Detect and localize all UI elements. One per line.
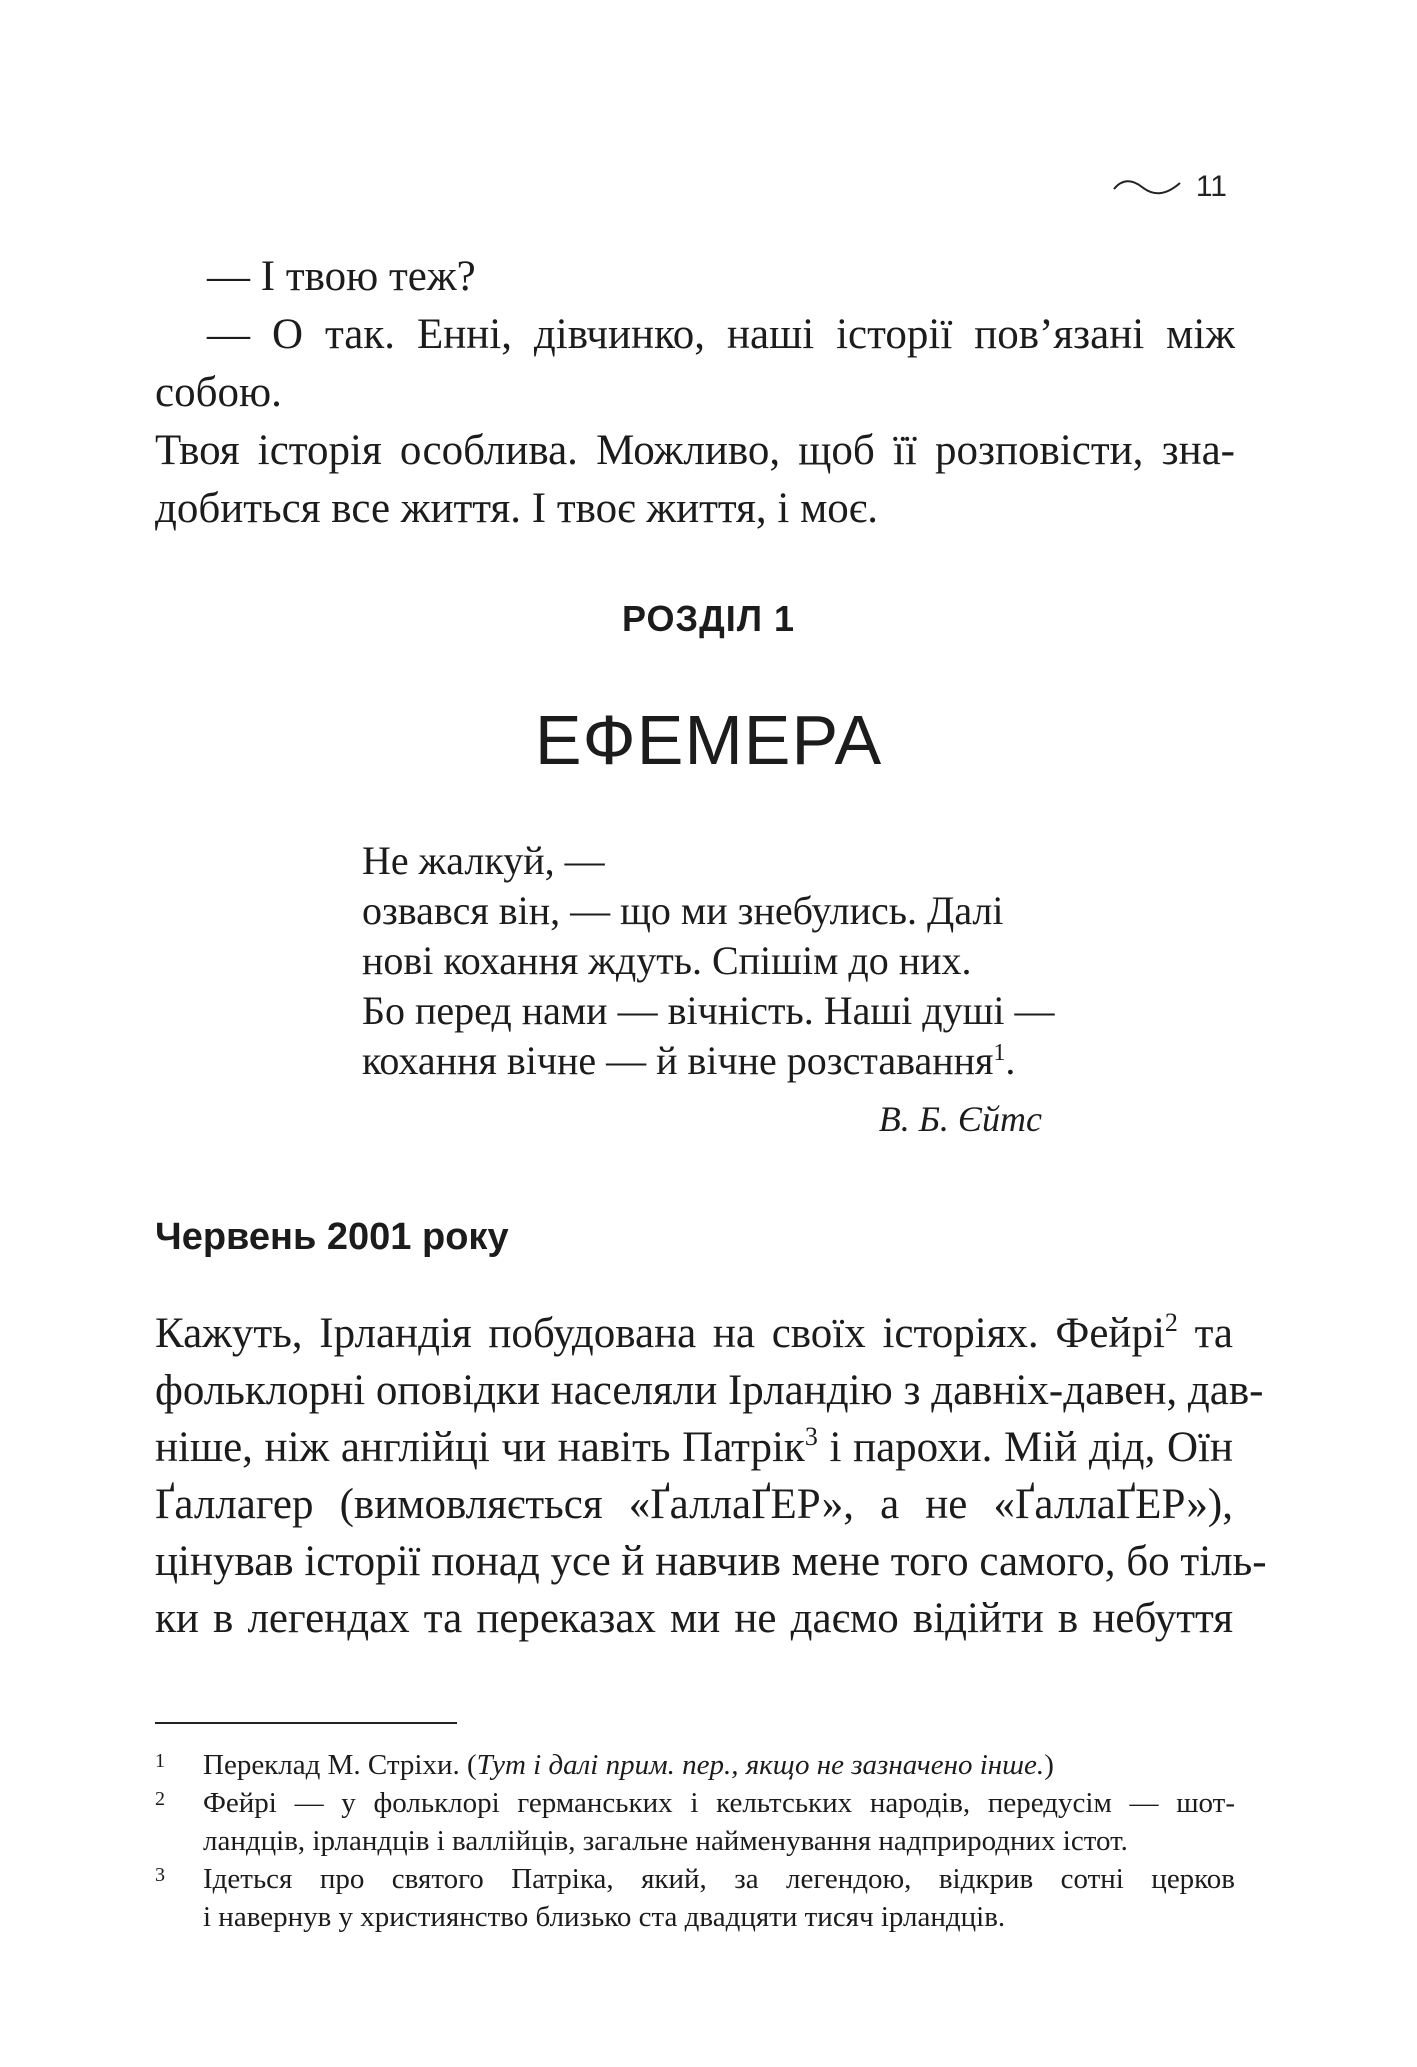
- text-segment: Кажуть, Ірландія побудована на своїх історіях. Фейрі: [155, 1310, 1165, 1357]
- epigraph-line-last: [362, 1036, 1062, 1086]
- text-line: ландців, ірландців і валлійців, загальне найменування надприродних істот.: [203, 1825, 1128, 1857]
- text-segment: та: [1177, 1310, 1233, 1357]
- text-line: добиться все життя. І твоє життя, і моє.: [155, 485, 879, 532]
- swash-ornament-icon: [1112, 175, 1182, 199]
- text-line: [155, 1305, 1233, 1362]
- page-number: 11: [1195, 170, 1227, 203]
- dialogue-line: — І твою теж?: [207, 253, 476, 300]
- italic-segment: Тут і далі прим. пер., якщо не зазначено інше.: [476, 1749, 1045, 1781]
- text-line: і навернув у християнство близько ста двадцяти тисяч ірландців.: [203, 1901, 1006, 1933]
- punctuation: .: [1005, 1038, 1016, 1083]
- page-header: [1112, 170, 1227, 204]
- chapter-title: ЕФЕМЕРА: [534, 701, 883, 779]
- text-line: — О так. Енні, дівчинко, наші історії пов’язані між собою.: [155, 311, 1235, 416]
- epigraph-author: В. Б. Єйтс: [878, 1099, 1042, 1139]
- epigraph: [362, 836, 1062, 1086]
- text-line: Твоя історія особлива. Можливо, щоб її розповісти, зна-: [155, 427, 1235, 474]
- text-segment: Переклад М. Стріхи. (: [203, 1749, 477, 1781]
- text-line: Ідеться про святого Патріка, який, за легендою, відкрив сотні церков: [203, 1863, 1235, 1895]
- footnote-number: 2: [155, 1788, 165, 1810]
- footnote-number: 1: [155, 1750, 165, 1772]
- footnotes: [155, 1746, 1235, 1936]
- epigraph-line: озвався він, — що ми знебулись. Далі: [362, 888, 1004, 933]
- text-line: фольклорні оповідки населяли Ірландію з давніх-давен, дав-: [155, 1367, 1264, 1414]
- dialogue-paragraph: [155, 306, 1235, 422]
- footnote-ref[interactable]: 1: [993, 1040, 1006, 1066]
- intro-dialogue: [155, 248, 1235, 538]
- text-line: Ґаллагер (вимовляється «ҐаллаҐЕР», а не «ҐаллаҐЕР»),: [155, 1481, 1233, 1528]
- footnote-text: [203, 1784, 1235, 1860]
- text-line: цінував історії понад усе й навчив мене того самого, бо тіль-: [155, 1538, 1267, 1585]
- epigraph-line: нові кохання ждуть. Спішім до них.: [362, 938, 972, 983]
- text-line-block: [155, 422, 1235, 480]
- text-line: ки в легендах та переказах ми не даємо відійти в небуття: [155, 1595, 1233, 1642]
- footnote-number: 3: [155, 1864, 165, 1886]
- body-paragraph: [155, 1305, 1267, 1647]
- text-line: Фейрі — у фольклорі германських і кельтських народів, передусім — шот-: [203, 1787, 1235, 1819]
- section-heading-date: Червень 2001 року: [155, 1216, 509, 1258]
- text-segment: і парохи. Мій дід, Оїн: [817, 1424, 1233, 1471]
- footnote-text: [203, 1860, 1235, 1936]
- footnote-3: [155, 1860, 1235, 1936]
- chapter-label: РОЗДІЛ 1: [621, 598, 796, 639]
- footnote-ref[interactable]: 3: [804, 1422, 818, 1451]
- footnote-ref[interactable]: 2: [1164, 1308, 1178, 1337]
- footnote-text: [203, 1746, 1235, 1784]
- text-segment: ): [1044, 1749, 1054, 1781]
- text-segment: ніше, ніж англійці чи навіть Патрік: [155, 1424, 805, 1471]
- footnote-2: [155, 1784, 1235, 1860]
- text-line-block: [155, 480, 1235, 538]
- footnote-1: [155, 1746, 1235, 1784]
- epigraph-line: Бо перед нами — вічність. Наші душі —: [362, 988, 1055, 1033]
- epigraph-line: Не жалкуй, —: [362, 838, 605, 883]
- text-line: [155, 1419, 1233, 1476]
- epigraph-line: кохання вічне — й вічне розставання: [362, 1038, 994, 1083]
- footnote-divider: [155, 1722, 457, 1724]
